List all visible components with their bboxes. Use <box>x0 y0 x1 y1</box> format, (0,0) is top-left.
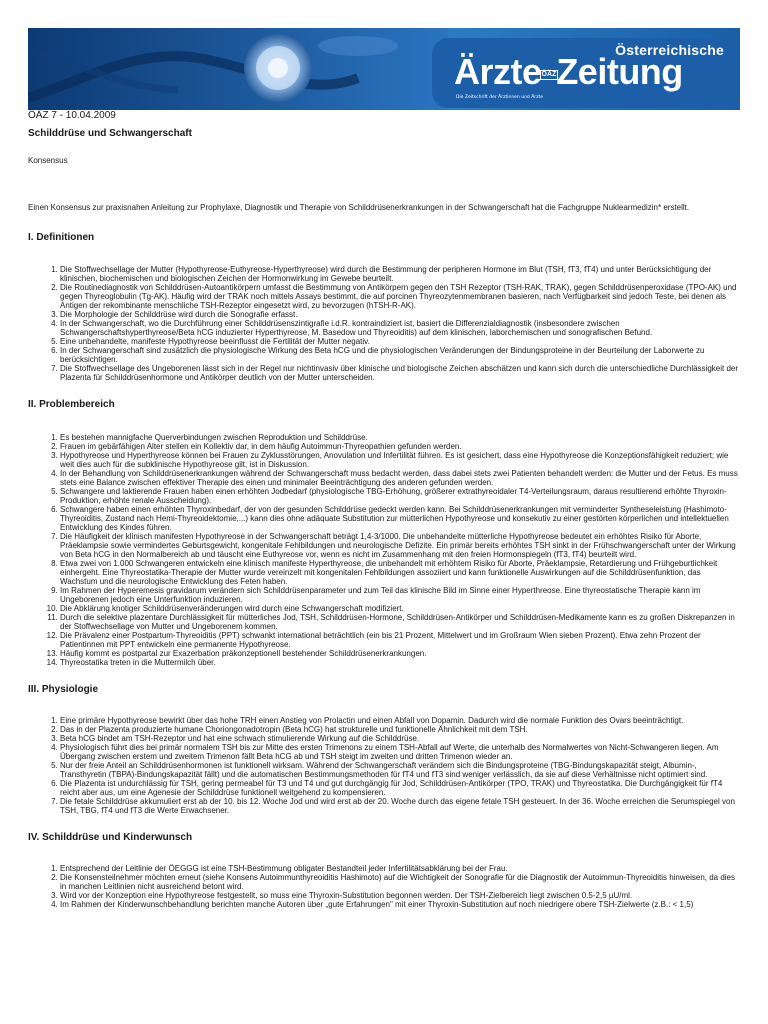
list-item: 4. Im Rahmen der Kinderwunschbehandlung berichten manche Autoren über „gute Erfahrungen" mit einer Thyroxin-Substitution auf noch niedrigere obere TSH-Zielwerte (z.B.: < 1,5) <box>60 900 740 909</box>
list-item: 7. Die Häufigkeit der klinisch manifesten Hypothyreose in der Schwangerschaft beträgt 1,4-3/1000. Die unbehandelte mütterliche Hypothyreose bedeutet ein erhöhtes Risiko für Aborte, Präeklampsie sowie vermindertes Geburtsgewicht, kongenitale Fehlbildungen und neurologische Defizite. Ein primär bereits erhöhtes TSH sinkt in der Frühschwangerschaft unter der Wirkung von Beta hCG in den Normalbereich ab und täuscht eine Euthyreose vor, wenn es nicht im Zusammenhang mit den freien Hormonspiegeln (fT3, fT4) beurteilt wird. <box>60 532 740 559</box>
list-item: 5. Nur der freie Anteil an Schilddrüsenhormonen ist funktionell wirksam. Während der Schwangerschaft verändern sich die Bindungsproteine (TBG-Bindungskapazität steigt, Albumin-, Transthyretin (TBPA)-Bindungskapazität fällt) und die automatischen Bestimmungsmethoden für fT4 und fT3 sind weniger verlässlich, da sie auf diese Verhältnisse nicht optimiert sind. <box>60 761 740 779</box>
list-definitionen <box>28 265 740 382</box>
issue-line: ÖÄZ 7 - 10.04.2009 <box>28 110 116 121</box>
list-problembereich <box>28 433 740 667</box>
category-label: Konsensus <box>28 156 68 165</box>
list-item: 1. Es bestehen mannigfache Querverbindungen zwischen Reproduktion und Schilddrüse. <box>60 433 740 442</box>
list-item: 6. Schwangere haben einen erhöhten Thyroxinbedarf, der von der gesunden Schilddrüse gedeckt werden kann. Bei Schilddrüsenerkrankungen mit verminderter Syntheseleistung (Hashimoto-Thyreoiditis, Zustand nach Hemi-Thyreoidektomie,...) kann dies ohne adäquate Substitution zur mütterlichen Hypothyreose und konsekutiv zu einer gestörten körperlichen und intellektuellen Entwicklung des Kindes führen. <box>60 505 740 532</box>
brand-badge: ÖÄZ <box>541 71 557 78</box>
header-banner <box>28 28 740 110</box>
list-item: 3. Beta hCG bindet am TSH-Rezeptor und hat eine schwach stimulierende Wirkung auf die Schilddrüse. <box>60 734 740 743</box>
section-heading-kinderwunsch: IV. Schilddrüse und Kinderwunsch <box>28 832 193 843</box>
list-item: 7. Die Stoffwechsellage des Ungeborenen lässt sich in der Regel nur nichtinvasiv über klinische und biologische Zeichen abschätzen und kann sich durch die unterschiedliche Durchlässigkeit der Plazenta für Schilddrüsenhormone und Antikörper deutlich von der Mutter unterscheiden. <box>60 364 740 382</box>
brand-logo <box>432 38 738 108</box>
section-heading-physiologie: III. Physiologie <box>28 684 99 695</box>
list-item: 7. Die fetale Schilddrüse akkumuliert erst ab der 10. bis 12. Woche Jod und wird erst ab der 20. Woche durch das eigene fetale TSH gesteuert. In der 36. Woche erreichen die Serumspiegel von TSH, TBG, fT4 und fT3 die Werte Erwachsener. <box>60 797 740 815</box>
list-item: 3. Hypothyreose und Hyperthyreose können bei Frauen zu Zyklusstörungen, Anovulation und Infertilität führen. Es ist gesichert, dass eine Hypothyreose die Konzeptionsfähigkeit reduziert; wie weit dies auch für die subklinische Hypothyreose gilt, ist in Diskussion. <box>60 451 740 469</box>
list-item: 9. Im Rahmen der Hyperemesis gravidarum verändern sich Schilddrüsenparameter und zum Teil das klinische Bild im Sinne einer Hyperthreose. Eine thyreostatische Therapie kann im Ungeborenen jedoch eine Unterfunktion induzieren. <box>60 586 740 604</box>
brand-main-left: Ärzte <box>454 51 542 92</box>
list-item: 2. Die Konsensteilnehmer möchten erneut (siehe Konsens Autoimmunthyreoiditis Hashimoto) auf die Wichtigkeit der Sonografie für die Diagnostik der Autoimmun-Thyreoiditis hinweisen, da dies in manchen Leitlinien nicht ausreichend betont wird. <box>60 873 740 891</box>
list-physiologie <box>28 716 740 815</box>
brand-main-text <box>454 52 683 92</box>
list-item: 1. Entsprechend der Leitlinie der ÖEGGG ist eine TSH-Bestimmung obligater Bestandteil jeder Infertilitätsabklärung bei der Frau. <box>60 864 740 873</box>
intro-paragraph: Einen Konsensus zur praxisnahen Anleitung zur Prophylaxe, Diagnostik und Therapie von Schilddrüsenerkrankungen in der Schwangerschaft hat die Fachgruppe Nuklearmedizin* erstellt. <box>28 203 690 212</box>
list-item: 2. Die Routinediagnostik von Schilddrüsen-Autoantikörpern umfasst die Bestimmung von Antikörpern gegen den TSH Rezeptor (TSH-RAK, TRAK), gegen Schilddrüsenperoxidase (TPO-AK) und gegen Thyreoglobulin (Tg-AK). Häufig wird der TRAK noch mittels Assays bestimmt, die auf porcinen Thyreozytenmembranen basieren, nach Verfügbarkeit sind jedoch Teste, bei denen als Antigen der rekombinante menschliche TSH-Rezeptor eingesetzt wird, zu bevorzugen (hTSH-R-AK). <box>60 283 740 310</box>
list-item: 6. Die Plazenta ist undurchlässig für TSH, gering permeabel für T3 und T4 und gut durchgängig für Jod, Schilddrüsen-Antikörper (TPO, TRAK) und Thyreostatika. Die Durchgängigkeit für fT4 reicht aber aus, um eine Agenesie der Schilddrüse funktionell weitgehend zu kompensieren. <box>60 779 740 797</box>
list-item: 3. Die Morphologie der Schilddrüse wird durch die Sonografie erfasst. <box>60 310 740 319</box>
list-item: 4. Physiologisch führt dies bei primär normalem TSH bis zur Mitte des ersten Trimenons zu einem TSH-Abfall auf Werte, die unterhalb des Normalwertes von Nicht-Schwangeren liegen. Am Übergang zwischen erstem und zweitem Trimenon fällt Beta hCG ab und TSH steigt im zweiten und dritten Trimenon wieder an. <box>60 743 740 761</box>
list-item: 4. In der Schwangerschaft, wo die Durchführung einer Schilddrüsenszintigrafie i.d.R. kontraindiziert ist, basiert die Differenzialdiagnostik (insbesondere zwischen Schwangerschaftshyperthyreose/Beta hCG induzierter Hyperthyreose, M. Basedow und Thyreoiditis) auf dem klinischen, laborchemischen und sonografischen Befund. <box>60 319 740 337</box>
brand-tagline: Die Zeitschrift der Ärztinnen und Ärzte <box>456 95 544 100</box>
stethoscope-image <box>28 28 448 110</box>
list-item: 5. Eine unbehandelte, manifeste Hypothyreose beeinflusst die Fertilität der Mutter negativ. <box>60 337 740 346</box>
list-item: 3. Wird vor der Konzeption eine Hypothyreose festgestellt, so muss eine Thyroxin-Substitution begonnen werden. Der TSH-Zielbereich liegt zwischen 0.5-2,5 µU/ml. <box>60 891 740 900</box>
list-item: 12. Die Prävalenz einer Postpartum-Thyreoiditis (PPT) schwankt international beträchtlich (ein bis 21 Prozent, Mittelwert und im Großraum Wien sieben Prozent). Etwa zehn Prozent der Patientinnen mit PPT entwickeln eine permanente Hypothyreose. <box>60 631 740 649</box>
article <box>28 110 740 909</box>
brand-top-text: Österreichische <box>615 42 724 58</box>
section-heading-definitionen: I. Definitionen <box>28 232 95 243</box>
list-item: 11. Durch die selektive plazentare Durchlässigkeit für mütterliches Jod, TSH, Schilddrüsen-Hormone, Schilddrüsen-Antikörper und Schilddrüsen-Medikamente kann es zu großen Diskrepanzen in der Stoffwechsellage von Mutter und Ungeborenem kommen. <box>60 613 740 631</box>
article-title: Schilddrüse und Schwangerschaft <box>28 128 192 139</box>
list-item: 1. Die Stoffwechsellage der Mutter (Hypothyreose-Euthyreose-Hyperthyreose) wird durch die Bestimmung der peripheren Hormone im Blut (TSH, fT3, fT4) und unter Berücksichtigung der klinischen, biochemischen und biologischen Zeichen der Hormonwirkung im Gewebe beurteilt. <box>60 265 740 283</box>
list-item: 6. In der Schwangerschaft sind zusätzlich die physiologische Wirkung des Beta hCG und die physiologischen Veränderungen der Bindungsproteine in der Beurteilung der Laborwerte zu berücksichtigen. <box>60 346 740 364</box>
list-item: 5. Schwangere und laktierende Frauen haben einen erhöhten Jodbedarf (physiologische TBG-Erhöhung, größerer extrathyreoidaler T4-Verteilungsraum, daraus resultierend erhöhte Thyroxin-Produktion, erhöhte renale Ausscheidung). <box>60 487 740 505</box>
list-item: 1. Eine primäre Hypothyreose bewirkt über das hohe TRH einen Anstieg von Prolactin und einen Abfall von Dopamin. Dadurch wird die normale Funktion des Ovars beeinträchtigt. <box>60 716 740 725</box>
list-item: 2. Frauen im gebärfähigen Alter stellen ein Kollektiv dar, in dem häufig Autoimmun-Thyreopathien gefunden werden. <box>60 442 740 451</box>
list-item: 4. In der Behandlung von Schilddrüsenerkrankungen während der Schwangerschaft muss bedacht werden, dass dabei stets zwei Patienten behandelt werden: die Mutter und der Fetus. Es muss stets eine Balance zwischen effektiver Therapie des einen und minimaler Beeinträchtigung des anderen gefunden werden. <box>60 469 740 487</box>
list-item: 14. Thyreostatika treten in die Muttermilch über. <box>60 658 740 667</box>
list-item: 10. Die Abklärung knotiger Schilddrüsenveränderungen wird durch eine Schwangerschaft modifiziert. <box>60 604 740 613</box>
list-item: 2. Das in der Plazenta produzierte humane Choriongonadotropin (Beta hCG) hat strukturelle und funktionelle Ähnlichkeit mit dem TSH. <box>60 725 740 734</box>
list-kinderwunsch <box>28 864 740 909</box>
list-item: 13. Häufig kommt es postpartal zur Exazerbation präkonzeptionell bestehender Schilddrüsenerkrankungen. <box>60 649 740 658</box>
brand-main-right: Zeitung <box>556 51 683 92</box>
section-heading-problembereich: II. Problembereich <box>28 399 115 410</box>
list-item: 8. Etwa zwei von 1.000 Schwangeren entwickeln eine klinisch manifeste Hyperthyreose, die unbehandelt mit erhöhtem Risiko für Aborte, Präeklampsie, Retardierung und Frühgeburtlichkeit einhergeht. Eine Thyreostatika-Therapie der Mutter wurde vereinzelt mit kongenitalen Fehlbildungen assoziiert und kann funktionelle Auswirkungen auf die Schilddrüsenfunktion, das Wachstum und die neurologische Entwicklung des Feten haben. <box>60 559 740 586</box>
